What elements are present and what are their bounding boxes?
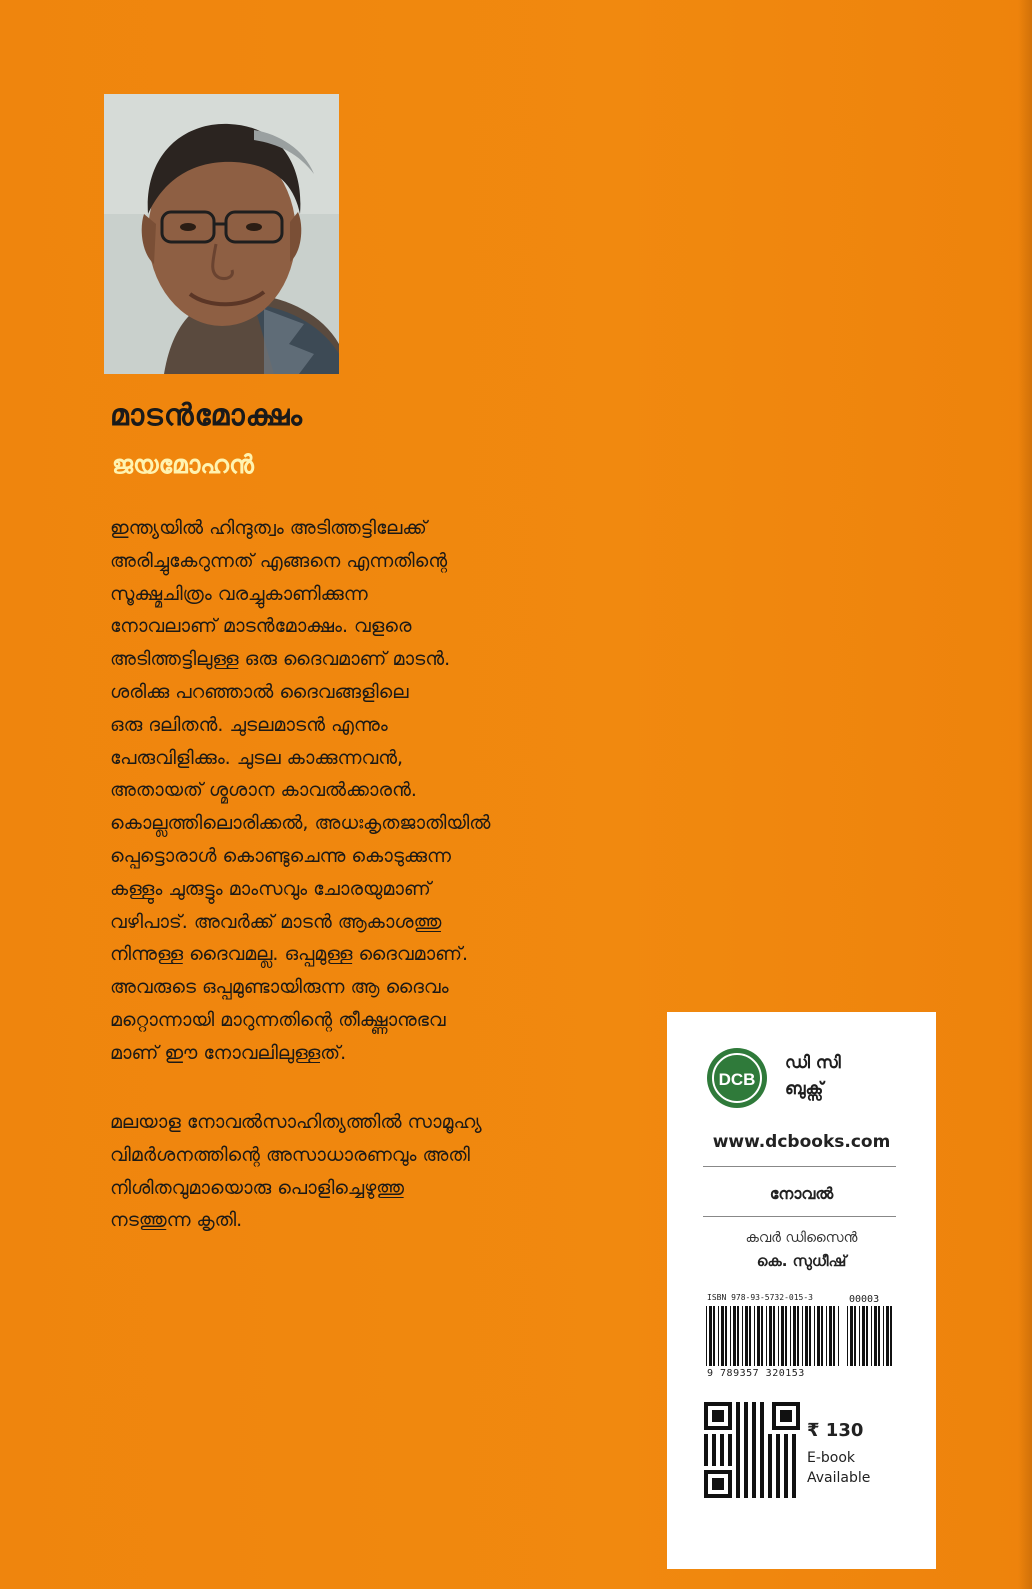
- qr-module: [768, 1490, 772, 1494]
- qr-module: [736, 1422, 740, 1426]
- qr-module: [776, 1454, 780, 1458]
- qr-module: [768, 1482, 772, 1486]
- qr-module: [712, 1438, 716, 1442]
- qr-module: [768, 1454, 772, 1458]
- qr-module: [752, 1446, 756, 1450]
- qr-module: [792, 1470, 796, 1474]
- publisher-website: www.dcbooks.com: [712, 1132, 891, 1152]
- publisher-name-line-1: ഡി സി: [785, 1053, 841, 1073]
- qr-module: [728, 1446, 732, 1450]
- qr-finder-pattern: [712, 1478, 724, 1490]
- qr-module: [744, 1454, 748, 1458]
- qr-module: [760, 1430, 764, 1434]
- qr-module: [752, 1478, 756, 1482]
- qr-module: [712, 1446, 716, 1450]
- qr-module: [776, 1474, 780, 1478]
- qr-module: [704, 1438, 708, 1442]
- qr-module: [736, 1426, 740, 1430]
- qr-module: [704, 1462, 708, 1466]
- qr-module: [776, 1450, 780, 1454]
- qr-module: [792, 1462, 796, 1466]
- barcode-bar: [742, 1306, 743, 1366]
- qr-module: [760, 1454, 764, 1458]
- qr-module: [744, 1474, 748, 1478]
- qr-module: [784, 1438, 788, 1442]
- barcode-addon-number: 00003: [849, 1294, 880, 1305]
- blurb-line: ശരിക്കു പറഞ്ഞാൽ ദൈവങ്ങളിലെ: [110, 680, 409, 703]
- qr-module: [728, 1434, 732, 1438]
- qr-module: [784, 1474, 788, 1478]
- qr-module: [776, 1470, 780, 1474]
- qr-module: [712, 1462, 716, 1466]
- qr-module: [736, 1466, 740, 1470]
- qr-module: [744, 1402, 748, 1406]
- qr-module: [752, 1454, 756, 1458]
- publisher-panel: [667, 1012, 936, 1569]
- barcode-bar: [797, 1306, 799, 1366]
- qr-module: [760, 1418, 764, 1422]
- qr-module: [784, 1446, 788, 1450]
- blurb-line: അവരുടെ ഒപ്പമുണ്ടായിരുന്ന ആ ദൈവം: [110, 976, 449, 999]
- qr-module: [736, 1434, 740, 1438]
- qr-module: [792, 1458, 796, 1462]
- qr-module: [736, 1442, 740, 1446]
- barcode-bar: [793, 1306, 796, 1366]
- qr-module: [784, 1478, 788, 1482]
- qr-module: [760, 1490, 764, 1494]
- qr-module: [736, 1458, 740, 1462]
- qr-module: [704, 1454, 708, 1458]
- qr-module: [760, 1470, 764, 1474]
- qr-module: [760, 1406, 764, 1410]
- dcb-logo-icon: [705, 1046, 769, 1110]
- qr-module: [752, 1438, 756, 1442]
- qr-module: [744, 1430, 748, 1434]
- qr-module: [720, 1446, 724, 1450]
- barcode-bar: [745, 1306, 748, 1366]
- barcode-bar: [826, 1306, 827, 1366]
- qr-module: [784, 1482, 788, 1486]
- blurb-line: വഴിപാട്. അവർക്ക് മാടൻ ആകാശത്തു: [110, 910, 442, 933]
- qr-module: [768, 1474, 772, 1478]
- qr-module: [736, 1478, 740, 1482]
- qr-module: [712, 1434, 716, 1438]
- book-title: മാടൻമോക്ഷം: [110, 398, 303, 433]
- qr-module: [744, 1458, 748, 1462]
- qr-module: [704, 1442, 708, 1446]
- barcode-bar: [757, 1306, 760, 1366]
- barcode-bar: [790, 1306, 791, 1366]
- publisher-name: [785, 1050, 915, 1102]
- qr-module: [760, 1494, 764, 1498]
- qr-module: [712, 1454, 716, 1458]
- barcode-bar: [766, 1306, 767, 1366]
- qr-module: [784, 1442, 788, 1446]
- barcode-number: 9 789357 320153: [707, 1368, 805, 1379]
- qr-module: [768, 1462, 772, 1466]
- qr-module: [744, 1486, 748, 1490]
- barcode-bar: [883, 1306, 884, 1366]
- qr-module: [768, 1450, 772, 1454]
- barcode-bar: [871, 1306, 872, 1366]
- qr-module: [736, 1438, 740, 1442]
- qr-module: [760, 1434, 764, 1438]
- ebook-line-1: E-book: [807, 1450, 856, 1466]
- qr-module: [792, 1490, 796, 1494]
- qr-module: [784, 1490, 788, 1494]
- qr-module: [752, 1470, 756, 1474]
- qr-module: [728, 1442, 732, 1446]
- blurb-paragraph-2: [110, 1106, 640, 1237]
- qr-module: [792, 1446, 796, 1450]
- blurb-line: കൊല്ലത്തിലൊരിക്കൽ, അധഃകൃതജാതിയിൽ: [110, 812, 491, 835]
- divider: [703, 1216, 896, 1217]
- qr-module: [752, 1486, 756, 1490]
- qr-module: [760, 1458, 764, 1462]
- barcode-bar: [809, 1306, 811, 1366]
- qr-module: [752, 1450, 756, 1454]
- qr-module: [792, 1434, 796, 1438]
- qr-module: [752, 1474, 756, 1478]
- qr-module: [752, 1482, 756, 1486]
- qr-module: [720, 1458, 724, 1462]
- qr-module: [744, 1466, 748, 1470]
- barcode-bar: [874, 1306, 877, 1366]
- qr-module: [792, 1474, 796, 1478]
- qr-module: [760, 1462, 764, 1466]
- qr-module: [744, 1422, 748, 1426]
- qr-module: [736, 1454, 740, 1458]
- barcode-graphic: [704, 1306, 844, 1368]
- qr-module: [720, 1438, 724, 1442]
- qr-module: [760, 1410, 764, 1414]
- blurb-line: മാണ് ഈ നോവലിലുള്ളത്.: [110, 1041, 347, 1064]
- ebook-line-2: Available: [807, 1470, 871, 1486]
- qr-module: [768, 1438, 772, 1442]
- qr-module: [744, 1478, 748, 1482]
- qr-module: [752, 1418, 756, 1422]
- qr-module: [736, 1474, 740, 1478]
- qr-module: [728, 1458, 732, 1462]
- barcode-bar: [862, 1306, 865, 1366]
- barcode-bar: [847, 1306, 848, 1366]
- qr-module: [744, 1470, 748, 1474]
- qr-module: [760, 1482, 764, 1486]
- barcode-bar: [773, 1306, 775, 1366]
- qr-module: [784, 1470, 788, 1474]
- qr-module: [776, 1442, 780, 1446]
- qr-module: [720, 1434, 724, 1438]
- qr-module: [736, 1494, 740, 1498]
- qr-module: [768, 1434, 772, 1438]
- book-author: ജയമോഹൻ: [112, 450, 254, 479]
- qr-module: [752, 1462, 756, 1466]
- qr-module: [736, 1450, 740, 1454]
- qr-module: [752, 1434, 756, 1438]
- barcode-bar: [749, 1306, 751, 1366]
- cover-design-label: കവർ ഡിസൈൻ: [745, 1230, 858, 1246]
- qr-module: [784, 1494, 788, 1498]
- qr-module: [768, 1486, 772, 1490]
- qr-module: [744, 1490, 748, 1494]
- qr-module: [720, 1442, 724, 1446]
- cover-designer-name: കെ. സുധീഷ്: [756, 1252, 847, 1270]
- qr-module: [744, 1434, 748, 1438]
- qr-module: [752, 1406, 756, 1410]
- barcode-bar: [737, 1306, 739, 1366]
- blurb-line: വിമർശനത്തിന്റെ അസാധാരണവും അതി: [110, 1143, 470, 1166]
- qr-module: [704, 1450, 708, 1454]
- cover-edge-shadow: [1018, 0, 1032, 1589]
- qr-module: [760, 1466, 764, 1470]
- qr-module: [736, 1486, 740, 1490]
- qr-module: [760, 1450, 764, 1454]
- qr-module: [784, 1450, 788, 1454]
- blurb-line: പ്പെട്ടൊരാൾ കൊണ്ടുചെന്നു കൊടുക്കുന്ന: [110, 844, 451, 867]
- qr-module: [792, 1486, 796, 1490]
- qr-module: [784, 1486, 788, 1490]
- barcode-bar: [754, 1306, 755, 1366]
- barcode-bar: [829, 1306, 832, 1366]
- qr-module: [712, 1442, 716, 1446]
- barcode-bar: [730, 1306, 731, 1366]
- qr-module: [744, 1418, 748, 1422]
- divider: [703, 1166, 896, 1167]
- qr-module: [776, 1438, 780, 1442]
- publisher-logo-row: [705, 1042, 905, 1122]
- qr-module: [768, 1494, 772, 1498]
- qr-module: [728, 1462, 732, 1466]
- barcode-bar: [725, 1306, 727, 1366]
- qr-module: [760, 1474, 764, 1478]
- qr-module: [776, 1490, 780, 1494]
- qr-module: [760, 1422, 764, 1426]
- barcode-bar: [890, 1306, 892, 1366]
- qr-module: [752, 1430, 756, 1434]
- qr-module: [720, 1450, 724, 1454]
- qr-module: [768, 1478, 772, 1482]
- blurb-paragraph-1: [110, 512, 640, 1070]
- qr-module: [776, 1478, 780, 1482]
- qr-module: [744, 1446, 748, 1450]
- barcode-bar: [814, 1306, 815, 1366]
- barcode-bar: [817, 1306, 820, 1366]
- qr-module: [736, 1430, 740, 1434]
- qr-code[interactable]: [704, 1402, 800, 1498]
- qr-module: [792, 1454, 796, 1458]
- barcode-bar: [733, 1306, 736, 1366]
- blurb-line: അരിച്ചുകേറുന്നത് എങ്ങനെ എന്നതിന്റെ: [110, 549, 448, 572]
- qr-module: [752, 1490, 756, 1494]
- barcode-addon-graphic: [845, 1306, 897, 1368]
- qr-module: [776, 1466, 780, 1470]
- blurb-line: അടിത്തട്ടിലുള്ള ഒരു ദൈവമാണ് മാടൻ.: [110, 648, 451, 671]
- qr-module: [704, 1446, 708, 1450]
- blurb-line: കള്ളും ചുരുട്ടും മാംസവും ചോരയുമാണ്: [110, 877, 431, 900]
- qr-module: [784, 1462, 788, 1466]
- qr-module: [760, 1402, 764, 1406]
- qr-module: [776, 1458, 780, 1462]
- qr-module: [752, 1410, 756, 1414]
- qr-module: [792, 1482, 796, 1486]
- qr-module: [736, 1402, 740, 1406]
- qr-module: [744, 1426, 748, 1430]
- barcode-bar: [859, 1306, 860, 1366]
- barcode-bar: [769, 1306, 772, 1366]
- qr-module: [744, 1410, 748, 1414]
- qr-module: [736, 1462, 740, 1466]
- qr-module: [752, 1402, 756, 1406]
- price: ₹ 130: [807, 1420, 864, 1441]
- barcode-bar: [821, 1306, 823, 1366]
- blurb-line: നടത്തുന്ന കൃതി.: [110, 1209, 243, 1232]
- dcb-logo-text: DCB: [718, 1070, 756, 1089]
- blurb-line: അതായത് ശ്മശാന കാവൽക്കാരൻ.: [110, 779, 417, 802]
- qr-module: [776, 1462, 780, 1466]
- blurb-line: നിശിതവുമായൊരു പൊളിച്ചെഴുത്തു: [110, 1176, 405, 1199]
- qr-module: [728, 1454, 732, 1458]
- qr-module: [736, 1446, 740, 1450]
- barcode-bar: [886, 1306, 889, 1366]
- qr-module: [720, 1454, 724, 1458]
- barcode-bar: [850, 1306, 853, 1366]
- qr-module: [792, 1478, 796, 1482]
- qr-module: [784, 1434, 788, 1438]
- qr-module: [704, 1434, 708, 1438]
- blurb-line: സൂക്ഷ്മചിത്രം വരച്ചുകാണിക്കുന്ന: [110, 582, 368, 605]
- blurb-line: ഒരു ദലിതൻ. ചുടലമാടൻ എന്നും: [110, 713, 388, 736]
- barcode-bar: [721, 1306, 724, 1366]
- blurb-line: മലയാള നോവൽസാഹിത്യത്തിൽ സാമൂഹ്യ: [110, 1111, 482, 1133]
- qr-module: [784, 1458, 788, 1462]
- qr-module: [792, 1442, 796, 1446]
- barcode-bar: [718, 1306, 719, 1366]
- qr-module: [760, 1446, 764, 1450]
- qr-module: [752, 1414, 756, 1418]
- qr-module: [776, 1446, 780, 1450]
- qr-module: [736, 1406, 740, 1410]
- qr-module: [752, 1494, 756, 1498]
- qr-module: [744, 1438, 748, 1442]
- qr-module: [736, 1470, 740, 1474]
- barcode-bar: [713, 1306, 715, 1366]
- qr-module: [776, 1482, 780, 1486]
- barcode-bar: [781, 1306, 784, 1366]
- qr-module: [736, 1410, 740, 1414]
- qr-module: [760, 1442, 764, 1446]
- blurb-line: പേരുവിളിക്കും. ചുടല കാക്കുന്നവൻ,: [110, 746, 404, 769]
- qr-module: [776, 1494, 780, 1498]
- qr-module: [784, 1466, 788, 1470]
- barcode-bar: [802, 1306, 803, 1366]
- qr-module: [736, 1418, 740, 1422]
- blurb-line: മറ്റൊന്നായി മാറുന്നതിന്റെ തീക്ഷ്ണാനുഭവ: [110, 1008, 446, 1031]
- qr-module: [736, 1490, 740, 1494]
- qr-module: [704, 1458, 708, 1462]
- qr-module: [768, 1470, 772, 1474]
- barcode-bar: [866, 1306, 868, 1366]
- qr-finder-pattern: [712, 1410, 724, 1422]
- qr-module: [728, 1438, 732, 1442]
- barcode-bar: [854, 1306, 856, 1366]
- qr-module: [736, 1482, 740, 1486]
- qr-module: [712, 1458, 716, 1462]
- qr-module: [736, 1414, 740, 1418]
- qr-module: [784, 1454, 788, 1458]
- blurb-line: നോവലാണ് മാടൻമോക്ഷം. വളരെ: [110, 615, 412, 638]
- barcode-bar: [709, 1306, 712, 1366]
- qr-module: [744, 1442, 748, 1446]
- ebook-availability: [807, 1448, 907, 1488]
- qr-module: [760, 1426, 764, 1430]
- qr-module: [792, 1438, 796, 1442]
- qr-module: [752, 1458, 756, 1462]
- barcode-bar: [785, 1306, 787, 1366]
- qr-finder-pattern: [780, 1410, 792, 1422]
- barcode-bar: [833, 1306, 835, 1366]
- qr-module: [744, 1450, 748, 1454]
- barcode-bar: [761, 1306, 763, 1366]
- qr-module: [792, 1466, 796, 1470]
- qr-module: [768, 1458, 772, 1462]
- qr-module: [760, 1438, 764, 1442]
- qr-module: [768, 1442, 772, 1446]
- barcode-bar: [838, 1306, 839, 1366]
- barcode-bar: [706, 1306, 707, 1366]
- blurb-line: നിന്നുള്ള ദൈവമല്ല. ഒപ്പമുള്ള ദൈവമാണ്.: [110, 943, 469, 966]
- qr-module: [728, 1450, 732, 1454]
- qr-module: [744, 1462, 748, 1466]
- qr-module: [760, 1414, 764, 1418]
- qr-module: [744, 1406, 748, 1410]
- isbn-label: ISBN 978-93-5732-015-3: [707, 1293, 813, 1302]
- qr-module: [720, 1462, 724, 1466]
- barcode-bar: [805, 1306, 808, 1366]
- blurb-line: ഇന്ത്യയിൽ ഹിന്ദുത്വം അടിത്തട്ടിലേക്ക്: [110, 517, 427, 539]
- qr-module: [752, 1422, 756, 1426]
- qr-module: [744, 1482, 748, 1486]
- qr-module: [792, 1494, 796, 1498]
- qr-module: [776, 1486, 780, 1490]
- qr-module: [768, 1466, 772, 1470]
- barcode-bar: [878, 1306, 880, 1366]
- qr-module: [712, 1450, 716, 1454]
- qr-module: [752, 1442, 756, 1446]
- barcode-bar: [778, 1306, 779, 1366]
- qr-module: [752, 1466, 756, 1470]
- author-photo: [104, 94, 339, 374]
- book-genre: നോവൽ: [769, 1184, 834, 1203]
- qr-module: [760, 1478, 764, 1482]
- publisher-name-line-2: ബുക്സ്: [785, 1079, 824, 1099]
- qr-module: [792, 1450, 796, 1454]
- qr-module: [768, 1446, 772, 1450]
- qr-module: [776, 1434, 780, 1438]
- qr-module: [760, 1486, 764, 1490]
- qr-module: [744, 1414, 748, 1418]
- qr-module: [744, 1494, 748, 1498]
- qr-module: [752, 1426, 756, 1430]
